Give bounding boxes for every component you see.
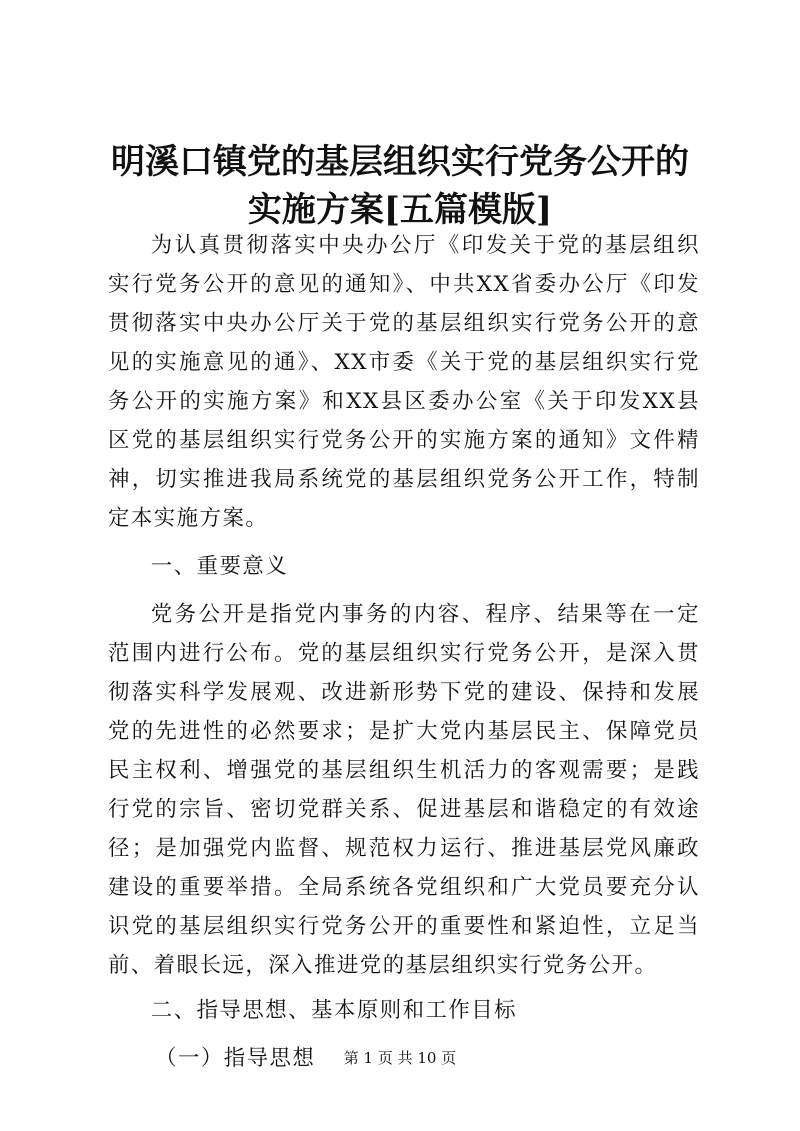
document-title: 明溪口镇党的基层组织实行党务公开的实施方案[五篇模版] <box>111 142 689 230</box>
document-body <box>108 226 700 1078</box>
page-number-footer: 第 1 页 共 10 页 <box>343 1049 457 1067</box>
section-heading-guidance: 二、指导思想、基本原则和工作目标 <box>150 998 518 1023</box>
significance-paragraph: 党务公开是指党内事务的内容、程序、结果等在一定范围内进行公布。党的基层组织实行党务公开，是深入贯彻落实科学发展观、改进新形势下党的建设、保持和发展党的先进性的必然要求；是扩大党内基层民主、保障党员民主权利、增强党的基层组织生机活力的客观需要；是践行党的宗旨、密切党群关系、促进基层和谐稳定的有效途径；是加强党内监督、规范权力运行、推进基层党风廉政建设的重要举措。全局系统各党组织和广大党员要充分认识党的基层组织实行党务公开的重要性和紧迫性，立足当前、着眼长远，深入推进党的基层组织实行党务公开。 <box>108 602 700 978</box>
subsection-heading-guiding-thought: （一）指导思想 <box>155 1046 316 1071</box>
intro-paragraph: 为认真贯彻落实中央办公厅《印发关于党的基层组织实行党务公开的意见的通知》、中共XX省委办公厅《印发贯彻落实中央办公厅关于党的基层组织实行党务公开的意见的实施意见的通》、XX市委《关于党的基层组织实行党务公开的实施方案》和XX县区委办公室《关于印发XX县区党的基层组织实行党务公开的实施方案的通知》文件精神，切实推进我局系统党的基层组织党务公开工作，特制定本实施方案。 <box>108 233 700 531</box>
section-heading-significance: 一、重要意义 <box>150 554 289 579</box>
